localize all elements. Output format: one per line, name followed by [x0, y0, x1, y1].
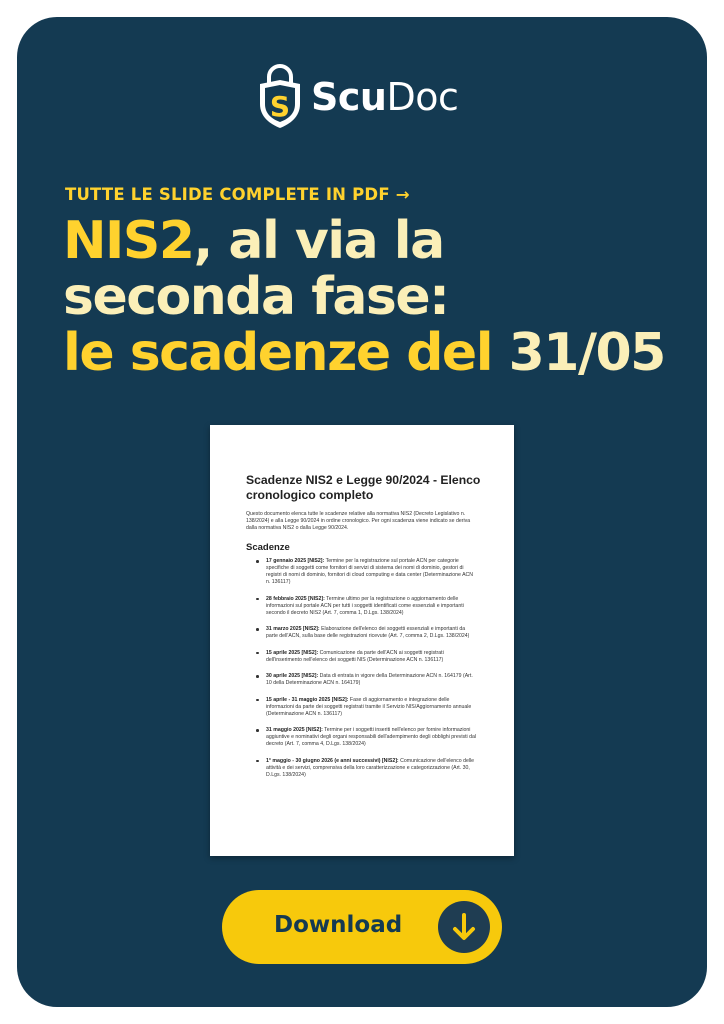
document-intro: Questo documento elenca tutte le scadenze relative alla normativa NIS2 (Decreto Legislativo n. 138/2024) e alla Legge 90/2024 in ordine cronologico. Per ogni scadenza viene indicato se deriva dalla normativa NIS2 o dalla Legge 90/2024.: [246, 511, 471, 531]
headline-highlight-nis2: NIS2: [63, 211, 194, 271]
deadline-text: Fase di aggiornamento e integrazione delle informazioni da parte dei soggetti registrati tramite il Servizio NIS/Aggiornamento annuale (Determinazione ACN n. 136117): [266, 696, 472, 717]
list-item: [246, 673, 478, 687]
list-item: [246, 596, 478, 617]
deadline-text: Comunicazione da parte dell'ACN ai soggetti registrati dell'inserimento nell'elenco dei soggetti NIS (Determinazione ACN n. 136117): [266, 649, 444, 663]
headline-date: 31/05: [508, 323, 665, 383]
brand-name-light: Doc: [386, 75, 459, 119]
list-item: [246, 697, 478, 718]
list-item: [246, 727, 478, 748]
promo-card: [17, 17, 707, 1007]
deadline-date: 15 aprile 2025 [NIS2]:: [266, 649, 319, 656]
deadline-text: Data di entrata in vigore della Determinazione ACN n. 164179 (Art. 10 della Determinazione ACN n. 164179): [266, 673, 473, 686]
deadline-date: 31 maggio 2025 [NIS2]:: [266, 727, 323, 733]
deadline-text: Termine per la registrazione sul portale ACN per categorie specifiche di soggetti come fornitori di servizi di sistema dei nomi di dominio, gestori di registri di nomi di dominio, fornitori di cloud computing e data center (Determinazione ACN n. 136117): [266, 558, 474, 585]
deadline-date: 30 aprile 2025 [NIS2]:: [266, 673, 319, 679]
headline-line-1-rest: , al via la: [193, 211, 444, 271]
deadline-date: 15 aprile - 31 maggio 2025 [NIS2]:: [266, 696, 349, 703]
brand-name: [311, 75, 458, 119]
shield-lock-icon: [255, 64, 305, 130]
deadline-text: Comunicazione dell'elenco delle attività e dei servizi, comprensiva della loro caratterizzazione e categorizzazione (Art. 30, D.Lgs. 138/2024): [266, 757, 475, 778]
document-title: Scadenze NIS2 e Legge 90/2024 - Elenco cronologico completo: [246, 473, 481, 502]
deadline-text: Termine per i soggetti inseriti nell'elenco per fornire informazioni aggiuntive e nominativi degli organi responsabili dell'adempimento degli obblighi previsti dal decreto (Art. 7, comma 4, D.Lgs. 138/2024): [266, 727, 477, 747]
brand-name-bold: Scu: [311, 75, 387, 119]
headline-highlight-deadlines: le scadenze del: [63, 323, 509, 383]
deadline-date: 28 febbraio 2025 [NIS2]:: [266, 595, 325, 602]
headline: [63, 213, 703, 381]
download-button-label: Download: [274, 912, 403, 938]
document-preview: [210, 425, 514, 856]
list-item: [246, 626, 478, 640]
pdf-cta-link[interactable]: TUTTE LE SLIDE COMPLETE IN PDF →: [65, 185, 410, 204]
headline-line-2: seconda fase:: [63, 267, 449, 327]
deadline-date: 1° maggio - 30 giugno 2026 (e anni successivi) [NIS2]:: [266, 757, 399, 764]
scudoc-logo: [255, 57, 458, 137]
list-item: [246, 558, 478, 586]
headline-line-3: [63, 325, 703, 381]
deadline-date: 17 gennaio 2025 [NIS2]:: [266, 558, 325, 564]
headline-line-1: [63, 213, 703, 269]
arrow-down-icon: [438, 901, 490, 953]
deadline-date: 31 marzo 2025 [NIS2]:: [266, 626, 320, 632]
list-item: [246, 650, 478, 664]
deadline-list: [246, 558, 478, 788]
svg-text:S: S: [269, 90, 291, 123]
deadline-text: Termine ultimo per la registrazione o aggiornamento delle informazioni sul portale ACN per tutti i soggetti identificati come essenziali e importanti secondo il decreto NIS2 (Art. 7, comma 1, D.Lgs. 138/2024): [266, 595, 464, 616]
document-section-title: Scadenze: [246, 542, 290, 553]
deadline-text: Elaborazione dell'elenco dei soggetti essenziali e importanti da parte dell'ACN, sulla base delle registrazioni ricevute (Art. 7, comma 2, D.Lgs. 138/2024): [266, 626, 470, 639]
download-button[interactable]: [222, 890, 502, 964]
list-item: [246, 758, 478, 779]
